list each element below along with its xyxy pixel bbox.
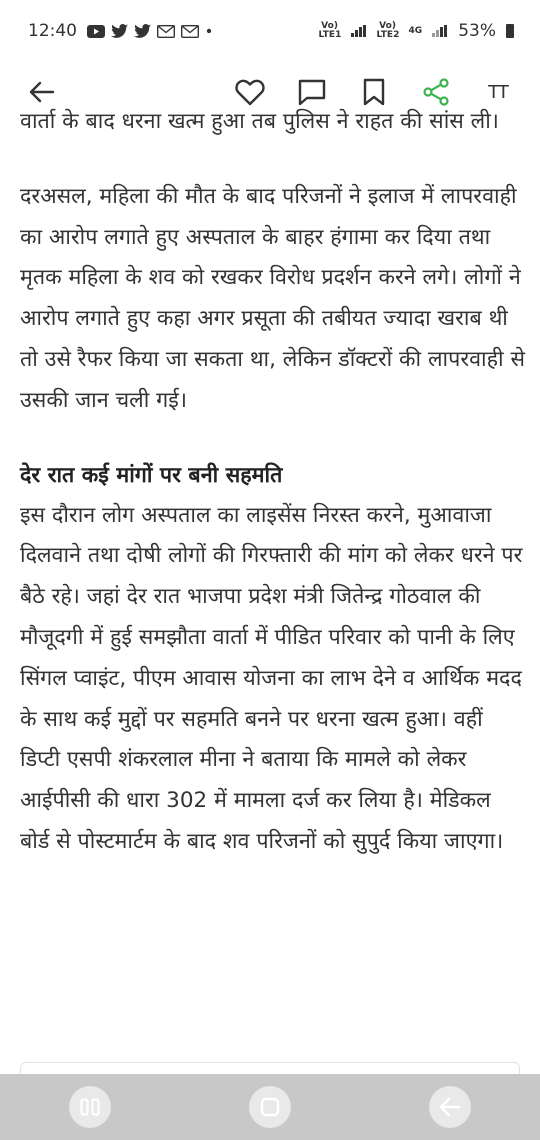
signal-icon [432, 25, 448, 37]
sim1-label: Vo) LTE1 [318, 21, 342, 40]
text-size-label: TT [488, 81, 508, 103]
article-body [20, 102, 525, 897]
article-paragraph: दरअसल, महिला की मौत के बाद परिजनों ने इलाज में लापरवाही का आरोप लगाते हुए अस्पताल के बाहर हंगामा कर दिया तथा मृतक महिला के शव को रखकर विरोध प्रदर्शन करने लगे। लोगों ने आरोप लगाते हुए कहा अगर प्रसूता की तबीयत ज्यादा खराब थी तो उसे रैफर किया जा सकता था, लेकिन डॉक्टरों की लापरवाही से उसकी जान चली गई। [20, 183, 525, 413]
twitter-icon [111, 24, 128, 38]
back-nav-button[interactable] [429, 1086, 471, 1128]
gmail-icon [181, 25, 199, 38]
network-type: 4G [408, 25, 423, 36]
signal-icon [351, 25, 367, 37]
dot-icon [205, 27, 213, 35]
status-right [319, 21, 514, 41]
recent-apps-button[interactable] [69, 1086, 111, 1128]
arrow-left-icon [29, 81, 55, 103]
article-paragraph: इस दौरान लोग अस्पताल का लाइसेंस निरस्त करने, मुआवाजा दिलवाने तथा दोषी लोगों की गिरफ्तारी की मांग को लेकर धरने पर बैठे रहे। जहां देर रात भाजपा प्रदेश मंत्री जितेन्द्र गोठवाल की मौजूदगी में हुई समझौता वार्ता में पीडित परिवार को पानी के लिए सिंगल प्वाइंट, पीएम आवास योजना का लाभ देने व आर्थिक मदद के साथ कई मुद्दों पर सहमति बनने पर धरना खत्म हुआ। वहीं डिप्टी एसपी शंकरलाल मीना ने बताया कि मामले को लेकर आईपीसी की धारा 302 में मामला दर्ज कर लिया है। मेडिकल बोर्ड से पोस्टमार्टम के बाद शव परिजनों को सुपुर्द किया जाएगा। [20, 502, 523, 854]
navigation-bar [0, 1074, 540, 1140]
status-time: 12:40 [28, 21, 77, 41]
article-subheading: देर रात कई मांगों पर बनी सहमति [20, 462, 283, 488]
article-paragraph: वार्ता के बाद धरना खत्म हुआ तब पुलिस ने राहत की सांस ली। [20, 109, 499, 134]
recent-apps-icon [80, 1098, 100, 1116]
sim2-label: Vo) LTE2 [376, 21, 400, 40]
battery-percent: 53% [458, 21, 496, 41]
youtube-icon [87, 25, 105, 38]
article-content[interactable] [0, 109, 540, 1074]
back-icon [439, 1097, 461, 1117]
notification-icons [87, 24, 213, 38]
status-bar [0, 0, 540, 62]
home-button[interactable] [249, 1086, 291, 1128]
status-left [28, 21, 213, 41]
twitter-icon [134, 24, 151, 38]
battery-icon [506, 24, 514, 38]
home-icon [260, 1097, 280, 1117]
gmail-icon [157, 25, 175, 38]
